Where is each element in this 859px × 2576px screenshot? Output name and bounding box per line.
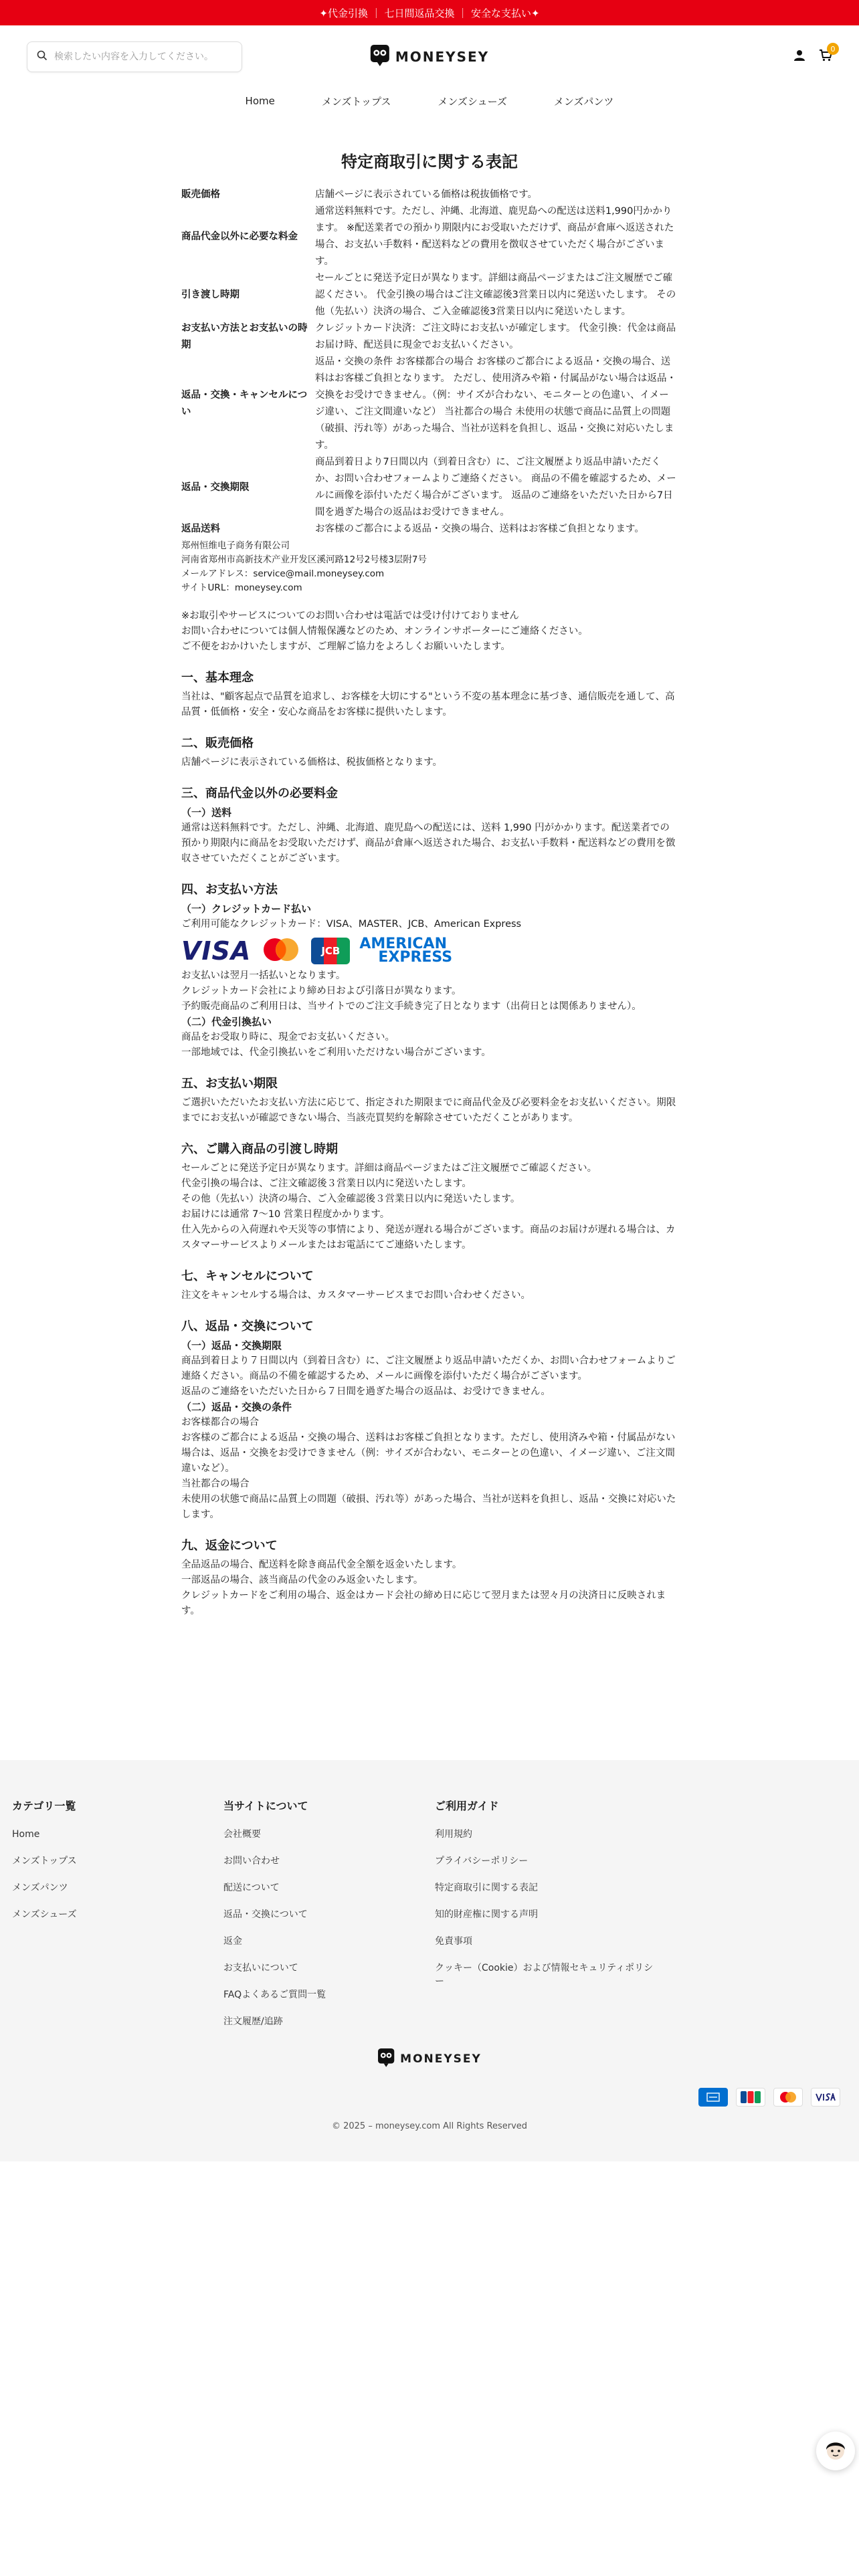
table-row xyxy=(181,203,678,270)
section-line: お客様のご都合による返品・交換の場合、送料はお客様ご負担となります。ただし、使用済みや箱・付属品がない場合は、返品・交換をお受けできません（例：サイズが合わない、モニターとの色違い、イメージ違い、ご注文間違いなど）。 xyxy=(181,1432,676,1474)
site-logo[interactable] xyxy=(370,44,489,70)
section-title: 四、お支払い方法 xyxy=(181,883,278,897)
footer-link[interactable]: 注文履歴/追跡 xyxy=(223,2016,283,2027)
footer-link[interactable]: 会社概要 xyxy=(223,1829,261,1840)
footer-columns xyxy=(0,1760,859,2042)
nav-home[interactable]: Home xyxy=(245,95,275,107)
section-line: 全品返品の場合、配送料を除き商品代金全額を返金いたします。 xyxy=(181,1560,462,1570)
footer-link[interactable]: クッキー（Cookie）および情報セキュリティポリシー xyxy=(435,1963,654,1987)
row-key: 商品代金以外に必要な料金 xyxy=(181,231,298,242)
mastercard-icon xyxy=(773,2088,803,2107)
accepted-cards-text: ご利用可能なクレジットカード：VISA、MASTER、JCB、American Express xyxy=(181,919,522,930)
footer-link[interactable]: お問い合わせ xyxy=(223,1856,280,1866)
visa-logo: VISA xyxy=(181,936,252,966)
subsection-title: （二）返品・交換の条件 xyxy=(181,1401,292,1413)
nav-mens-tops[interactable]: メンズトップス xyxy=(321,95,391,108)
site-footer xyxy=(0,1760,859,2161)
footer-link[interactable]: 返品・交換について xyxy=(223,1909,308,1920)
jcb-icon xyxy=(736,2088,765,2107)
subsection-title: （一）返品・交換期限 xyxy=(181,1339,282,1352)
section-line: 当社都合の場合 xyxy=(181,1479,250,1489)
section-line: クレジットカードをご利用の場合、返金はカード会社の締め日に応じて翌月または翌々月の決済日に反映されます。 xyxy=(181,1590,666,1616)
brand-name: MONEYSEY xyxy=(395,49,490,65)
subsection-title: （一）送料 xyxy=(181,807,232,819)
company-address xyxy=(181,539,678,595)
section-title: 七、キャンセルについて xyxy=(181,1269,314,1283)
legal-table xyxy=(181,187,678,538)
section-line: お支払いは翌月一括払いとなります。 xyxy=(181,970,346,981)
copyright: © 2025 – moneysey.com All Rights Reserved xyxy=(331,2121,528,2131)
search-input[interactable] xyxy=(54,51,232,62)
row-key: 返品・交換期限 xyxy=(181,481,250,493)
user-icon[interactable] xyxy=(793,49,805,64)
row-value: 返品・交換の条件 お客様都合の場合 お客様のご都合による返品・交換の場合、送料はお客様ご負担となります。 ただし、使用済みや箱・付属品がない場合は返品・交換をお受けできません。（例：サイズが合わない、モニターとの色違い、イメージ違い、ご注文間違いなど） 当社都合の場合 未使用の状態で商品に品質上の問題（破損、汚れ等）があった場合、当社が送料を負担し、返品・交換に対応いたします。 xyxy=(315,356,676,451)
footer-link[interactable]: 特定商取引に関する表記 xyxy=(435,1883,538,1893)
search-icon[interactable] xyxy=(37,50,47,64)
row-value: 通常送料無料です。ただし、沖縄、北海道、鹿児島への配送は送料1,990円かかります。 ※配送業者での預かり期限内にお受取いただけず、商品が倉庫へ返送された場合、お支払い手数料・配送料などの費用を徴収させていただく場合がございます。 xyxy=(315,206,674,267)
cart-count-badge: 0 xyxy=(827,43,839,55)
table-row xyxy=(181,454,678,521)
section-title: 六、ご購入商品の引渡し時期 xyxy=(181,1142,338,1156)
footer-link[interactable]: Home xyxy=(12,1829,40,1840)
footer-link[interactable]: メンズシューズ xyxy=(12,1909,77,1920)
footer-link[interactable]: 免責事項 xyxy=(435,1936,472,1947)
amex-logo xyxy=(359,938,452,964)
section-line: お届けには通常 7〜10 営業日程度かかります。 xyxy=(181,1209,390,1220)
notice-line: お問い合わせについては個人情報保護などのため、オンラインサポーターにご連絡ください。 xyxy=(181,626,588,637)
footer-link[interactable]: メンズパンツ xyxy=(12,1883,68,1893)
amex-logo-line: AMERICAN xyxy=(359,936,447,952)
chat-icon xyxy=(822,2436,849,2466)
section-line: 仕入先からの入荷遅れや天災等の事情により、発送が遅れる場合がございます。商品のお届けが遅れる場合は、カスタマーサービスよりメールまたはお電話にてご連絡いたします。 xyxy=(181,1224,676,1251)
mastercard-logo xyxy=(260,936,302,966)
section-line: その他（先払い）決済の場合、ご入金確認後３営業日以内に発送いたします。 xyxy=(181,1194,520,1204)
table-row xyxy=(181,521,678,538)
table-row xyxy=(181,354,678,454)
footer-link[interactable]: プライバシーポリシー xyxy=(435,1856,529,1866)
footer-link[interactable]: メンズトップス xyxy=(12,1856,77,1866)
section-title: 三、商品代金以外の必要料金 xyxy=(181,786,338,800)
footer-logo[interactable] xyxy=(377,2048,482,2070)
brand-name: MONEYSEY xyxy=(400,2052,482,2066)
row-key: 返品送料 xyxy=(181,524,220,534)
payment-icons xyxy=(698,2088,840,2107)
subsection-title: （二）代金引換払い xyxy=(181,1016,272,1028)
subsection-title: （一）クレジットカード払い xyxy=(181,903,312,915)
section-title: 二、販売価格 xyxy=(181,736,254,750)
logo-icon xyxy=(377,2048,395,2070)
page-title: 特定商取引に関する表記 xyxy=(341,152,518,171)
section-title: 一、基本理念 xyxy=(181,671,254,685)
header-actions xyxy=(793,44,836,64)
footer-link[interactable]: FAQよくあるご質問一覧 xyxy=(223,1990,326,2000)
row-value: クレジットカード決済：ご注文時にお支払いが確定します。 代金引換：代金は商品お届け時、配送員に現金でお支払いください。 xyxy=(315,323,676,350)
card-logos xyxy=(181,936,678,966)
company-site-url: サイトURL：moneysey.com xyxy=(181,582,302,593)
footer-link[interactable]: 配送について xyxy=(223,1883,280,1893)
section-body: 当社は、"顧客起点で品質を追求し、お客様を大切にする"という不変の基本理念に基づき、通信販売を通して、高品質・低価格・安全・安心な商品をお客様に提供いたします。 xyxy=(181,691,675,718)
row-key: 販売価格 xyxy=(181,189,220,200)
section-line: お客様都合の場合 xyxy=(181,1417,259,1428)
nav-mens-shoes[interactable]: メンズシューズ xyxy=(438,95,507,108)
footer-column-guide xyxy=(435,1798,654,2042)
company-location: 河南省郑州市高新技术产业开发区溪河路12号2号楼3层附7号 xyxy=(181,554,427,565)
section-body: ご選択いただいたお支払い方法に応じて、指定された期限までに商品代金及び必要料金をお支払いください。期限までにお支払いが確認できない場合、当該売買契約を解除させていただくことがあります。 xyxy=(181,1097,676,1123)
footer-column-title: ご利用ガイド xyxy=(435,1800,499,1812)
section-line: セールごとに発送予定日が異なります。詳細は商品ページまたはご注文履歴でご確認ください。 xyxy=(181,1163,597,1174)
section-line: 代金引換の場合は、ご注文確認後３営業日以内に発送いたします。 xyxy=(181,1178,472,1189)
section-line: 予約販売商品のご利用日は、当サイトでのご注文手続き完了日となります（出荷日とは関係ありません）。 xyxy=(181,1001,642,1012)
notice-line: ご不便をおかけいたしますが、ご理解ご協力をよろしくお願いいたします。 xyxy=(181,641,510,652)
row-key: 返品・交換・キャンセルについ xyxy=(181,390,308,417)
amex-logo-line: EXPRESS xyxy=(378,949,453,966)
footer-column-about xyxy=(223,1798,435,2042)
contact-notice xyxy=(181,609,678,655)
section-line: 一部返品の場合、該当商品の代金のみ返金いたします。 xyxy=(181,1575,423,1586)
row-value: 店舗ページに表示されている価格は税抜価格です。 xyxy=(315,189,538,200)
section-body: 通常は送料無料です。ただし、沖縄、北海道、鹿児島への配送には、送料 1,990 円がかかります。配送業者での預かり期限内に商品をお受取いただけず、商品が倉庫へ返送された場合、お支払い手数料・配送料などの費用を徴収させていただくことがございます。 xyxy=(181,823,676,864)
row-value: 商品到着日より7日間以内（到着日含む）に、ご注文履歴より返品申請いただくか、お問い合わせフォームよりご連絡ください。 商品の不備を確認するため、メールに画像を添付いただく場合がございます。 返品のご連絡をいただいた日から7日間を過ぎた場合の返品はお受けできません。 xyxy=(315,457,676,518)
row-value: セールごとに発送予定日が異なります。詳細は商品ページまたはご注文履歴でご確認ください。 代金引換の場合はご注文確認後3営業日以内に発送いたします。 その他（先払い）決済の場合、ご入金確認後3営業日以内に発送いたします。 xyxy=(315,273,676,317)
footer-column-categories xyxy=(12,1798,223,2042)
nav-mens-pants[interactable]: メンズパンツ xyxy=(553,95,614,108)
announcement-text: ✦代金引換 ｜ 七日間返品交換 ｜ 安全な支払い✦ xyxy=(319,7,540,19)
row-key: 引き渡し時期 xyxy=(181,290,240,300)
row-value: お客様のご都合による返品・交換の場合、送料はお客様ご負担となります。 xyxy=(315,524,644,534)
footer-column-title: 当サイトについて xyxy=(223,1800,308,1812)
footer-column-title: カテゴリ一覧 xyxy=(12,1800,76,1812)
section-line: 未使用の状態で商品に品質上の問題（破損、汚れ等）があった場合、当社が送料を負担し、返品・交換に対応いたします。 xyxy=(181,1494,676,1520)
section-line: 商品をお受取り時に、現金でお支払いください。 xyxy=(181,1032,395,1043)
site-header xyxy=(0,25,859,88)
jcb-logo: JCB xyxy=(311,938,350,964)
announcement-bar xyxy=(0,0,859,25)
table-row xyxy=(181,320,678,354)
section-line: 返品のご連絡をいただいた日から７日間を過ぎた場合の返品は、お受けできません。 xyxy=(181,1386,551,1397)
search-box[interactable] xyxy=(27,41,242,72)
section-title: 八、返品・交換について xyxy=(181,1319,314,1333)
footer-link[interactable]: 利用規約 xyxy=(435,1829,472,1840)
section-line: 一部地域では、代金引換払いをご利用いただけない場合がございます。 xyxy=(181,1047,491,1058)
company-email: メールアドレス：service@mail.moneysey.com xyxy=(181,568,385,579)
main-nav xyxy=(0,88,859,114)
section-line: クレジットカード会社により締め日および引落日が異なります。 xyxy=(181,986,462,996)
main-content xyxy=(181,114,678,1619)
section-body: 注文をキャンセルする場合は、カスタマーサービスまでお問い合わせください。 xyxy=(181,1290,531,1301)
row-key: お支払い方法とお支払いの時期 xyxy=(181,323,308,350)
footer-link[interactable]: 知的財産権に関する声明 xyxy=(435,1909,538,1920)
footer-link[interactable]: 返金 xyxy=(223,1936,242,1947)
visa-icon xyxy=(811,2088,840,2107)
company-name: 郑州恒维电子商务有限公司 xyxy=(181,540,290,551)
amex-icon xyxy=(698,2088,728,2107)
table-row xyxy=(181,270,678,320)
section-body: 店舗ページに表示されている価格は、税抜価格となります。 xyxy=(181,757,443,768)
footer-link[interactable]: お支払いについて xyxy=(223,1963,298,1973)
cart-button[interactable] xyxy=(819,44,836,64)
section-title: 九、返金について xyxy=(181,1539,278,1553)
chat-widget-button[interactable] xyxy=(816,2432,855,2470)
table-row xyxy=(181,187,678,203)
section-title: 五、お支払い期限 xyxy=(181,1077,278,1091)
section-line: 商品到着日より７日間以内（到着日含む）に、ご注文履歴より返品申請いただくか、お問い合わせフォームよりご連絡ください。商品の不備を確認するため、メールに画像を添付いただく場合がございます。 xyxy=(181,1356,676,1382)
notice-line: ※お取引やサービスについてのお問い合わせは電話では受け付けておりません xyxy=(181,611,519,621)
logo-icon xyxy=(370,44,390,70)
